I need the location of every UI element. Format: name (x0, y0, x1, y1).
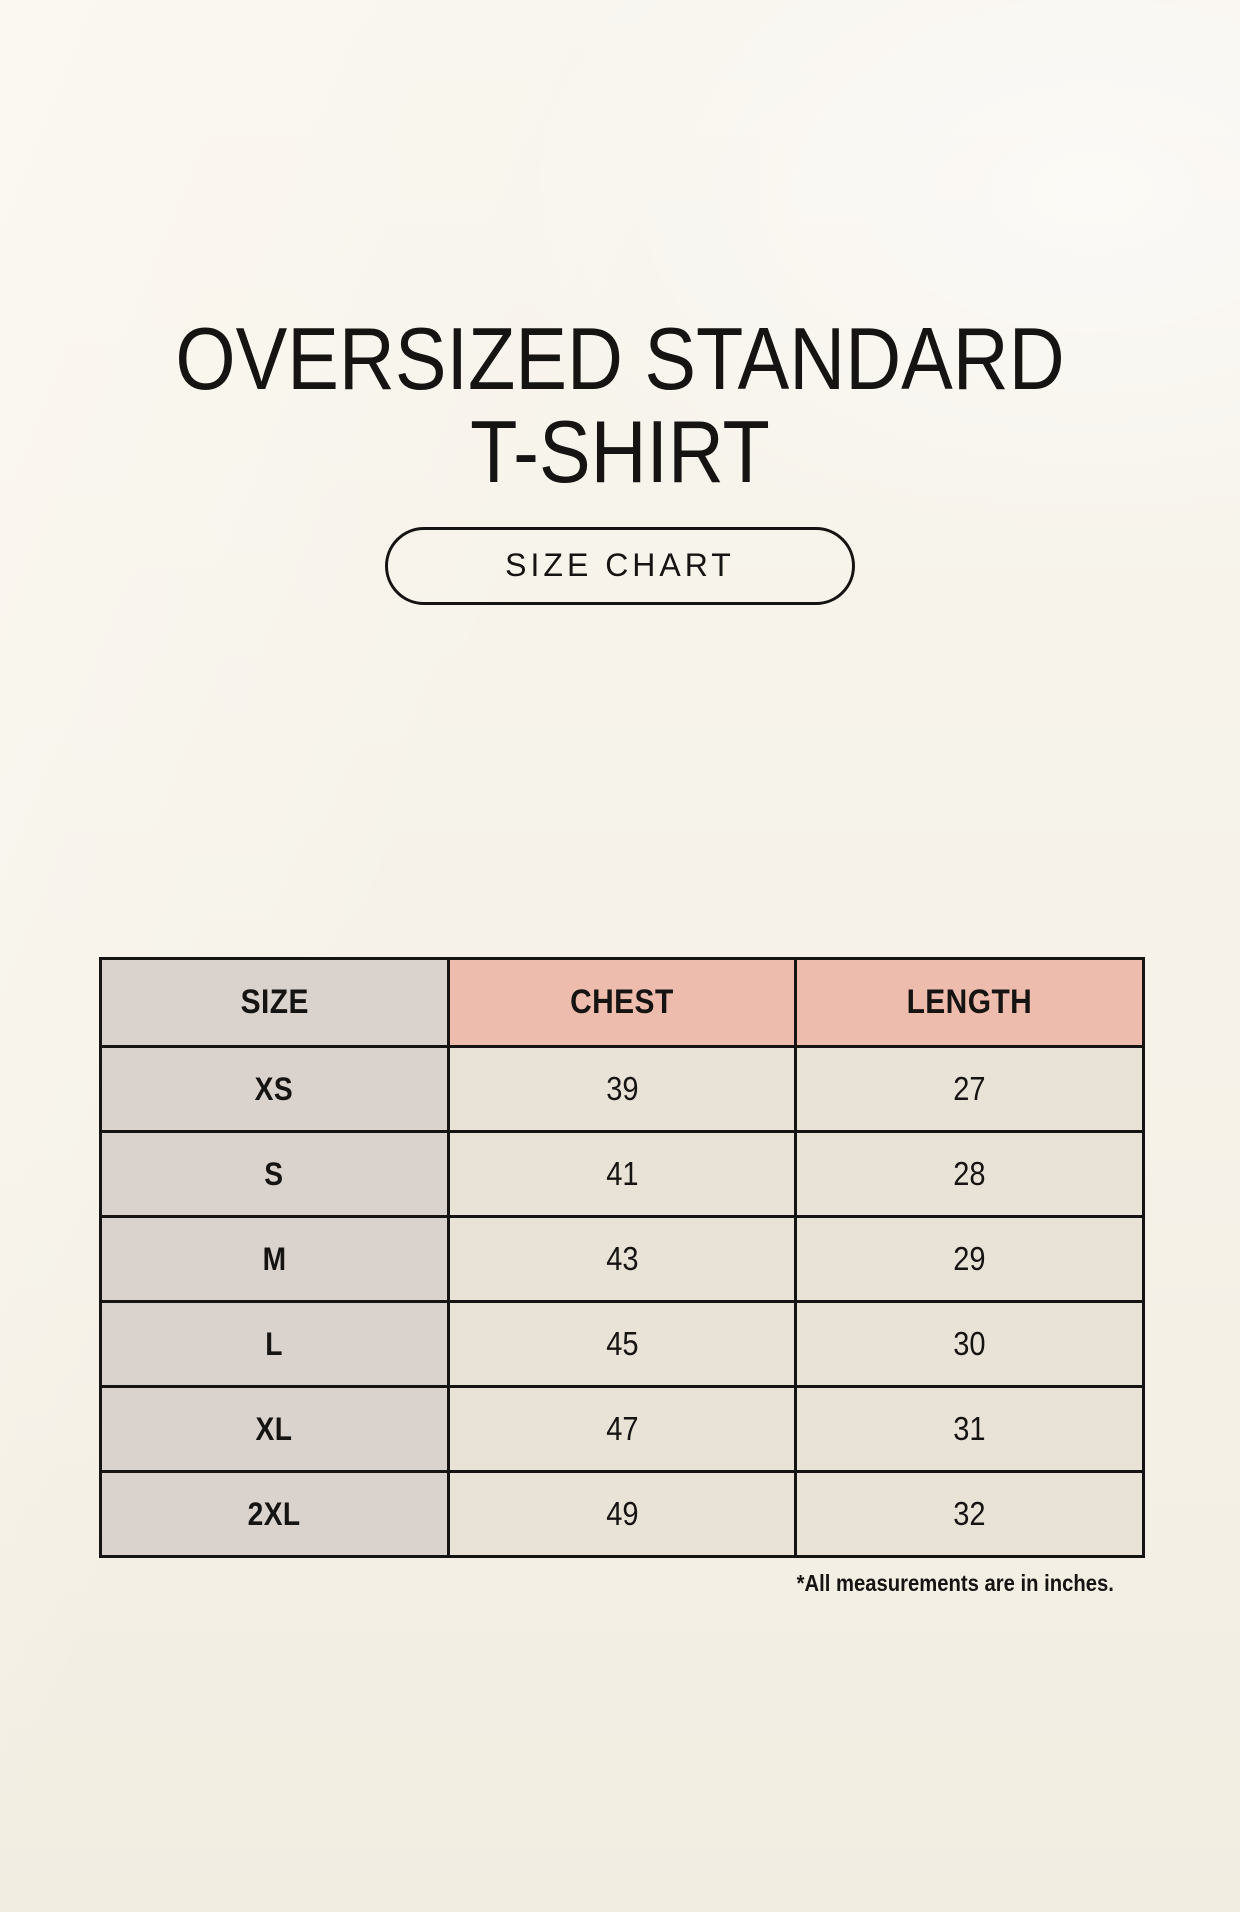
page-title-line-2: T-SHIRT (470, 402, 770, 502)
table-row-xs (101, 1047, 1144, 1132)
value-l-chest: 45 (605, 1325, 639, 1362)
header-label-size: SIZE (240, 983, 309, 1021)
size-chart-badge-row (0, 527, 1240, 605)
header-cell-chest (448, 959, 796, 1047)
value-2xl-length: 32 (953, 1495, 986, 1532)
table-header-row (101, 959, 1144, 1047)
label-m: M (262, 1240, 287, 1277)
value-xs-length: 27 (953, 1070, 986, 1107)
cell-l-chest (448, 1302, 796, 1387)
cell-l-size (101, 1302, 449, 1387)
header-cell-length (796, 959, 1144, 1047)
value-m-chest: 43 (605, 1240, 639, 1277)
cell-2xl-chest (448, 1472, 796, 1557)
measurements-footnote (99, 1570, 1145, 1597)
value-s-length: 28 (953, 1155, 986, 1192)
table-row-m (101, 1217, 1144, 1302)
value-s-chest: 41 (605, 1155, 639, 1192)
cell-m-size (101, 1217, 449, 1302)
label-s: S (264, 1155, 284, 1192)
cell-xs-size (101, 1047, 449, 1132)
cell-xs-length (796, 1047, 1144, 1132)
table-row-2xl (101, 1472, 1144, 1557)
measurements-footnote-text: *All measurements are in inches. (796, 1570, 1114, 1596)
cell-s-length (796, 1132, 1144, 1217)
value-m-length: 29 (953, 1240, 986, 1277)
size-chart-badge (385, 527, 855, 605)
cell-2xl-size (101, 1472, 449, 1557)
cell-xs-chest (448, 1047, 796, 1132)
value-xl-length: 31 (953, 1410, 986, 1447)
cell-m-length (796, 1217, 1144, 1302)
label-xl: XL (255, 1410, 293, 1447)
cell-s-size (101, 1132, 449, 1217)
cell-s-chest (448, 1132, 796, 1217)
label-l: L (265, 1325, 284, 1362)
cell-xl-size (101, 1387, 449, 1472)
value-2xl-chest: 49 (605, 1495, 639, 1532)
cell-l-length (796, 1302, 1144, 1387)
table-row-l (101, 1302, 1144, 1387)
value-xs-chest: 39 (605, 1070, 639, 1107)
page-title (0, 309, 1240, 502)
size-chart-badge-label: SIZE CHART (505, 547, 735, 584)
label-2xl: 2XL (247, 1495, 301, 1532)
header-label-chest: CHEST (570, 983, 674, 1021)
size-table-section (99, 957, 1145, 1597)
value-xl-chest: 47 (605, 1410, 639, 1447)
cell-m-chest (448, 1217, 796, 1302)
value-l-length: 30 (953, 1325, 986, 1362)
table-row-s (101, 1132, 1144, 1217)
table-row-xl (101, 1387, 1144, 1472)
size-table (99, 957, 1145, 1558)
label-xs: XS (255, 1070, 294, 1107)
cell-xl-chest (448, 1387, 796, 1472)
cell-xl-length (796, 1387, 1144, 1472)
page-title-line-1: OVERSIZED STANDARD (175, 309, 1065, 408)
cell-2xl-length (796, 1472, 1144, 1557)
header-label-length: LENGTH (906, 983, 1033, 1021)
header-cell-size (101, 959, 449, 1047)
